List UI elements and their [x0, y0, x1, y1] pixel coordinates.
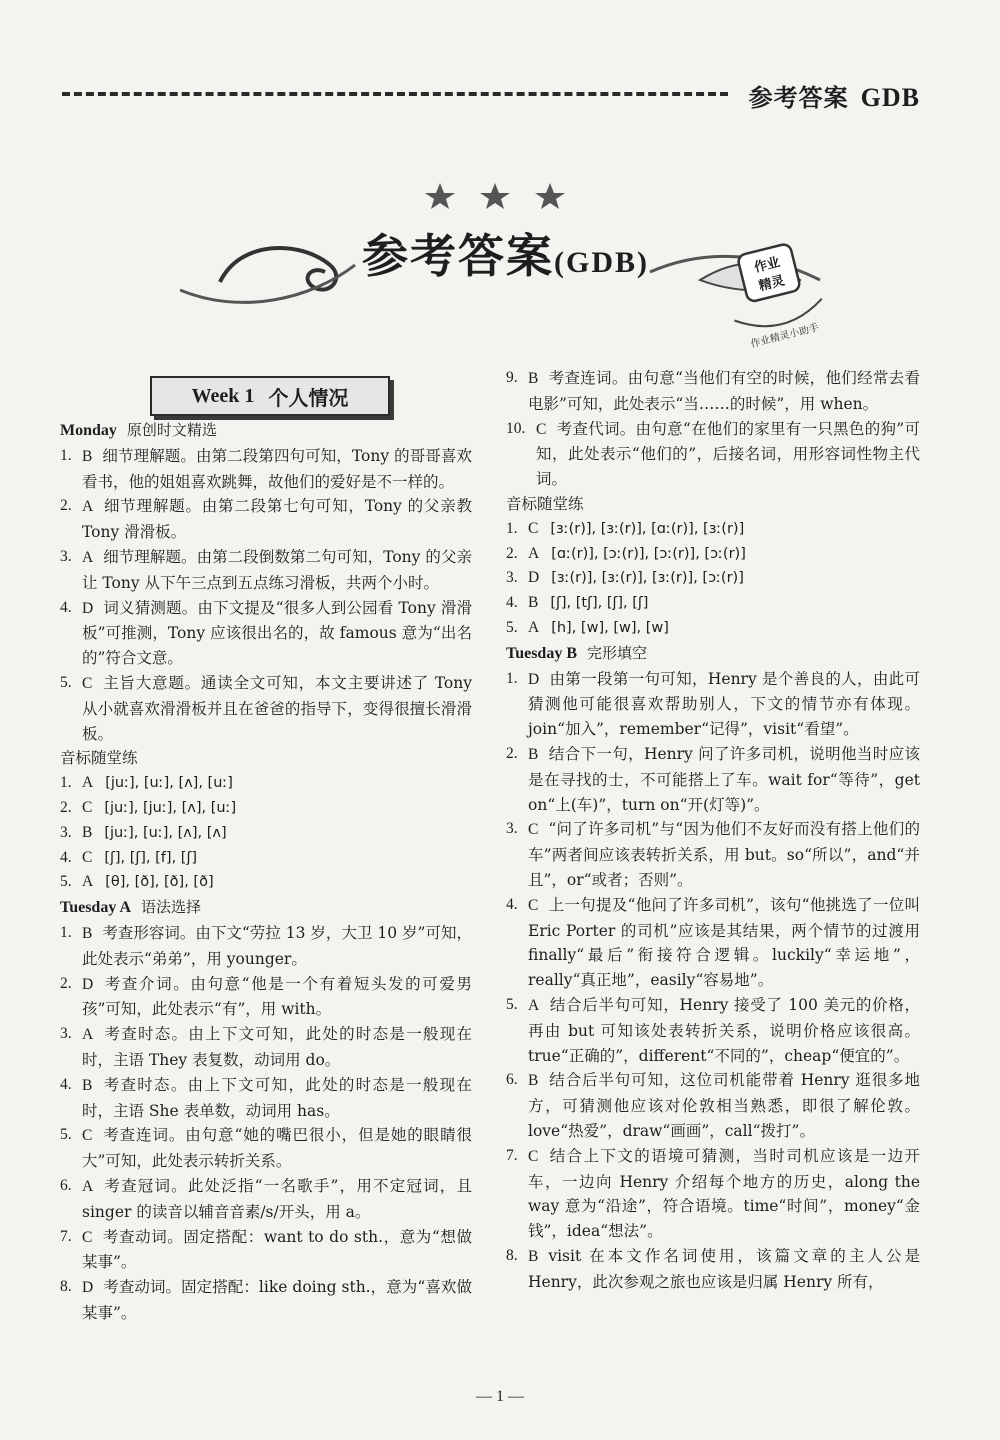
answer-choice: A [82, 548, 94, 566]
answer-choice: C [82, 848, 93, 866]
answer-number: 6. [60, 1176, 72, 1194]
answer-number: 7. [60, 1227, 72, 1245]
answer-choice: A [82, 1026, 94, 1044]
answer-item [506, 1244, 920, 1295]
answer-number: 3. [506, 569, 518, 587]
answer-choice: D [528, 670, 540, 688]
phonetics-answer-list [60, 771, 472, 895]
phonetic-symbols: [ɜː(r)], [ɜː(r)], [ɑː(r)], [ɜː(r)] [550, 520, 745, 537]
answer-item [60, 1123, 472, 1174]
page-title [362, 220, 649, 286]
answer-item [60, 444, 472, 495]
phonetic-symbols: [ɜː(r)], [ɜː(r)], [ɜː(r)], [ɔː(r)] [551, 570, 744, 587]
phonetic-item [60, 821, 472, 846]
stamp-line2: 精灵 [757, 273, 787, 295]
homework-stamp-logo [710, 240, 840, 355]
answer-number: 1. [506, 669, 518, 687]
phonetic-item [506, 517, 920, 542]
week-banner [150, 376, 390, 416]
answer-item [60, 671, 472, 746]
answer-choice: B [82, 924, 93, 942]
star-icon [535, 183, 565, 209]
answer-item [506, 893, 920, 993]
section-heading-tuesday-b [506, 641, 920, 667]
answer-explanation: 考查冠词。此处泛指“一名歌手”，用不定冠词，且 singer 的读音以辅音音素/s/开头，用 a。 [82, 1176, 472, 1221]
section-heading-en: Tuesday B [506, 644, 577, 662]
answer-choice: A [82, 873, 94, 891]
answer-number: 2. [60, 497, 72, 515]
section-heading-en: Tuesday A [60, 899, 131, 917]
answer-choice: C [528, 519, 539, 537]
tuesday-a-answer-list [60, 921, 472, 1326]
answer-item [60, 596, 472, 671]
phonetic-item [506, 542, 920, 567]
answer-choice: B [82, 447, 93, 465]
phonetic-symbols: [juː], [uː], [ʌ], [uː] [105, 775, 233, 792]
answer-item [60, 921, 472, 972]
answer-number: 10. [506, 419, 526, 437]
answer-item [506, 993, 920, 1068]
running-header-label: 参考答案 [748, 83, 849, 112]
answer-explanation: 结合后半句可知，这位司机能带着 Henry 逛很多地方，可猜测他应该对伦敦相当熟悉，即很了解伦敦。love“热爱”，draw“画画”，call“拨打”。 [528, 1071, 920, 1140]
answer-item [506, 417, 920, 492]
answer-choice: B [528, 594, 539, 612]
left-column [60, 418, 472, 1326]
answer-explanation: “问了许多司机”与“因为他们不友好而没有搭上他们的车”两者间应该表转折关系，用 but。so“所以”，and“并且”，or“或者；否则”。 [528, 820, 920, 889]
phonetic-item [60, 870, 472, 895]
answer-item [60, 972, 472, 1023]
answer-choice: C [528, 1147, 539, 1165]
answer-choice: C [82, 1127, 93, 1145]
answer-choice: C [82, 674, 93, 692]
answer-number: 2. [60, 798, 72, 816]
answer-number: 5. [60, 673, 72, 691]
phonetic-item [506, 591, 920, 616]
answer-item [506, 742, 920, 817]
answer-number: 5. [506, 618, 518, 636]
answer-choice: A [82, 1177, 94, 1195]
section-heading-monday [60, 418, 472, 444]
answer-explanation: 考查动词。固定搭配：want to do sth.，意为“想做某事”。 [82, 1227, 472, 1272]
answer-number: 1. [60, 923, 72, 941]
section-heading-zh: 语法选择 [141, 898, 202, 917]
answer-choice: B [82, 1076, 93, 1094]
answer-choice: B [528, 745, 539, 763]
phonetic-symbols: [ʃ], [ʃ], [f], [ʃ] [104, 849, 197, 866]
answer-choice: B [528, 370, 539, 387]
page-title-main: 参考答案 [362, 229, 554, 283]
answer-choice: C [82, 1228, 93, 1246]
answer-number: 5. [60, 873, 72, 891]
running-header-code: GDB [860, 83, 920, 112]
answer-number: 6. [506, 1071, 518, 1089]
answer-choice: C [528, 896, 539, 914]
answer-choice: D [82, 599, 94, 617]
answer-number: 1. [60, 774, 72, 792]
answer-explanation: 考查连词。由句意“当他们有空的时候，他们经常去看电影”可知，此处表示“当……的时候”，用 when。 [528, 369, 920, 413]
answer-number: 5. [60, 1126, 72, 1144]
section-heading-zh: 完形填空 [587, 643, 648, 662]
answer-number: 4. [60, 598, 72, 616]
answer-item [506, 817, 920, 892]
answer-explanation: 细节理解题。由第二段第四句可知，Tony 的哥哥喜欢看书，他的姐姐喜欢跳舞，故他们的爱好是不一样的。 [82, 446, 472, 491]
phonetic-item [506, 616, 920, 641]
answer-explanation: 考查连词。由句意“她的嘴巴很小，但是她的眼睛很大”可知，此处表示转折关系。 [82, 1126, 472, 1171]
answer-choice: D [82, 975, 94, 993]
answer-item [60, 1174, 472, 1225]
answer-number: 4. [506, 895, 518, 913]
answer-choice: A [528, 544, 540, 562]
answer-choice: A [528, 996, 540, 1014]
answer-item [60, 494, 472, 545]
answer-number: 4. [506, 594, 518, 612]
answer-number: 1. [506, 519, 518, 537]
phonetic-symbols: [juː], [juː], [ʌ], [uː] [104, 799, 237, 816]
answer-number: 2. [506, 544, 518, 562]
phonetic-symbols: [θ], [ð], [ð], [ð] [105, 874, 214, 891]
answer-number: 1. [60, 446, 72, 464]
page-number: — 1 — [476, 1388, 524, 1405]
section-heading-tuesday-a [60, 895, 472, 921]
section-heading-phonetics: 音标随堂练 [506, 494, 584, 513]
section-heading-zh: 原创时文精选 [126, 421, 217, 439]
answer-number: 8. [506, 1246, 518, 1264]
answer-explanation: 词义猜测题。由下文提及“很多人到公园看 Tony 滑滑板”可推测，Tony 应该很出名的，故 famous 意为“出名的”符合文意。 [82, 598, 472, 668]
answer-choice: A [82, 774, 94, 792]
answer-explanation: 考查代词。由句意“在他们的家里有一只黑色的狗”可知，此处表示“他们的”，后接名词，用形容词性物主代词。 [536, 419, 920, 489]
answer-item [506, 1144, 920, 1244]
answer-explanation: 考查时态。由上下文可知，此处的时态是一般现在时，主语 They 表复数，动词用 do。 [82, 1025, 472, 1069]
answer-choice: A [82, 498, 94, 516]
week-label: Week 1 [191, 384, 255, 407]
answer-item [60, 545, 472, 596]
running-header [749, 78, 920, 113]
tuesday-a-continued-list [506, 366, 920, 492]
answer-explanation: 结合上下文的语境可猜测，当时司机应该是一边开车，一边向 Henry 介绍每个地方的历史，along the way 意为“沿途”，符合语境。time“时间”，money“金钱”，idea“想法”。 [528, 1146, 920, 1241]
answer-choice: A [528, 618, 540, 636]
answer-number: 3. [506, 820, 518, 838]
stamp-line3: 作业精灵小助手 [749, 322, 821, 351]
phonetic-symbols: [juː], [uː], [ʌ], [ʌ] [104, 824, 227, 841]
answer-item [506, 1068, 920, 1143]
answer-number: 5. [506, 995, 518, 1013]
phonetic-symbols: [ʃ], [tʃ], [ʃ], [ʃ] [550, 595, 649, 612]
answer-explanation: 细节理解题。由第二段第七句可知，Tony 的父亲教 Tony 滑滑板。 [82, 497, 472, 542]
answer-choice: C [82, 798, 93, 816]
answer-choice: D [528, 569, 540, 587]
star-icon [425, 183, 455, 209]
answer-explanation: 考查形容词。由下文“劳拉 13 岁，大卫 10 岁”可知，此处表示“弟弟”，用 younger。 [82, 923, 472, 968]
page-title-code: (GDB) [554, 246, 649, 279]
answer-number: 7. [506, 1146, 518, 1164]
answer-explanation: 结合后半句可知，Henry 接受了 100 美元的价格，再由 but 可知该处表转折关系，说明价格应该很高。true“正确的”，different“不同的”，cheap“便宜的”。 [528, 995, 920, 1065]
section-heading-en: Monday [60, 422, 117, 439]
answer-explanation: 由第一段第一句可知，Henry 是个善良的人，由此可猜测他可能很喜欢帮助别人，下文的情节亦有体现。join“加入”，remember“记得”，visit“看望”。 [528, 669, 920, 739]
answer-explanation: 考查动词。固定搭配：like doing sth.，意为“喜欢做某事”。 [82, 1278, 472, 1322]
answer-explanation: 主旨大意题。通读全文可知，本文主要讲述了 Tony 从小就喜欢滑滑板并且在爸爸的指导下，变得很擅长滑滑板。 [82, 673, 472, 743]
phonetic-item [60, 771, 472, 796]
stamp-line1: 作业 [752, 255, 782, 276]
answer-item [60, 1225, 472, 1276]
answer-number: 8. [60, 1278, 72, 1296]
answer-number: 4. [60, 848, 72, 866]
answer-explanation: 细节理解题。由第二段倒数第二句可知，Tony 的父亲让 Tony 从下午三点到五点练习滑板，共两个小时。 [82, 547, 472, 592]
answer-item [506, 667, 920, 742]
week-topic: 个人情况 [268, 385, 349, 410]
right-column [506, 366, 920, 1294]
answer-number: 9. [506, 369, 518, 386]
answer-explanation: visit 在本文作名词使用，该篇文章的主人公是 Henry，此次参观之旅也应该是归属 Henry 所有， [528, 1246, 920, 1291]
answer-explanation: 考查介词。由句意“他是一个有着短头发的可爱男孩”可知，此处表示“有”，用 with。 [82, 974, 472, 1019]
phonetic-item [506, 566, 920, 591]
answer-number: 3. [60, 547, 72, 565]
star-icon [480, 183, 510, 209]
answer-number: 2. [60, 974, 72, 992]
phonetics-answer-list [506, 517, 920, 641]
star-icons [420, 180, 580, 210]
answer-number: 4. [60, 1075, 72, 1093]
answer-choice: C [536, 420, 547, 438]
answer-number: 3. [60, 1025, 72, 1043]
answer-choice: D [82, 1279, 94, 1297]
answer-number: 3. [60, 823, 72, 841]
answer-choice: B [528, 1072, 539, 1090]
answer-item [60, 1022, 472, 1073]
phonetic-item [60, 846, 472, 871]
answer-choice: B [82, 823, 93, 841]
header-dashed-rule [62, 92, 728, 96]
answer-explanation: 结合下一句，Henry 问了许多司机，说明他当时应该是在寻找的士，不可能搭上了车。wait for“等待”，get on“上(车)”，turn on“开(灯等)”。 [528, 744, 920, 814]
answer-item [60, 1073, 472, 1124]
section-heading-phonetics: 音标随堂练 [60, 749, 138, 768]
answer-item [506, 366, 920, 417]
phonetic-symbols: [ɑː(r)], [ɔː(r)], [ɔː(r)], [ɔː(r)] [551, 545, 746, 562]
answer-choice: C [528, 821, 539, 839]
answer-explanation: 考查时态。由上下文可知，此处的时态是一般现在时，主语 She 表单数，动词用 has。 [82, 1075, 472, 1120]
phonetic-item [60, 796, 472, 821]
answer-explanation: 上一句提及“他问了许多司机”，该句“他挑选了一位叫 Eric Porter 的司机”应该是其结果，两个情节的过渡用 finally“最后”衔接符合逻辑。luckily“幸运地”，really“真正地”，easily“容易地”。 [528, 895, 920, 990]
answer-item [60, 1275, 472, 1326]
tuesday-b-answer-list [506, 667, 920, 1295]
answer-number: 2. [506, 744, 518, 762]
monday-answer-list [60, 444, 472, 747]
phonetic-symbols: [h], [w], [w], [w] [551, 619, 669, 636]
answer-choice: B [528, 1247, 539, 1265]
